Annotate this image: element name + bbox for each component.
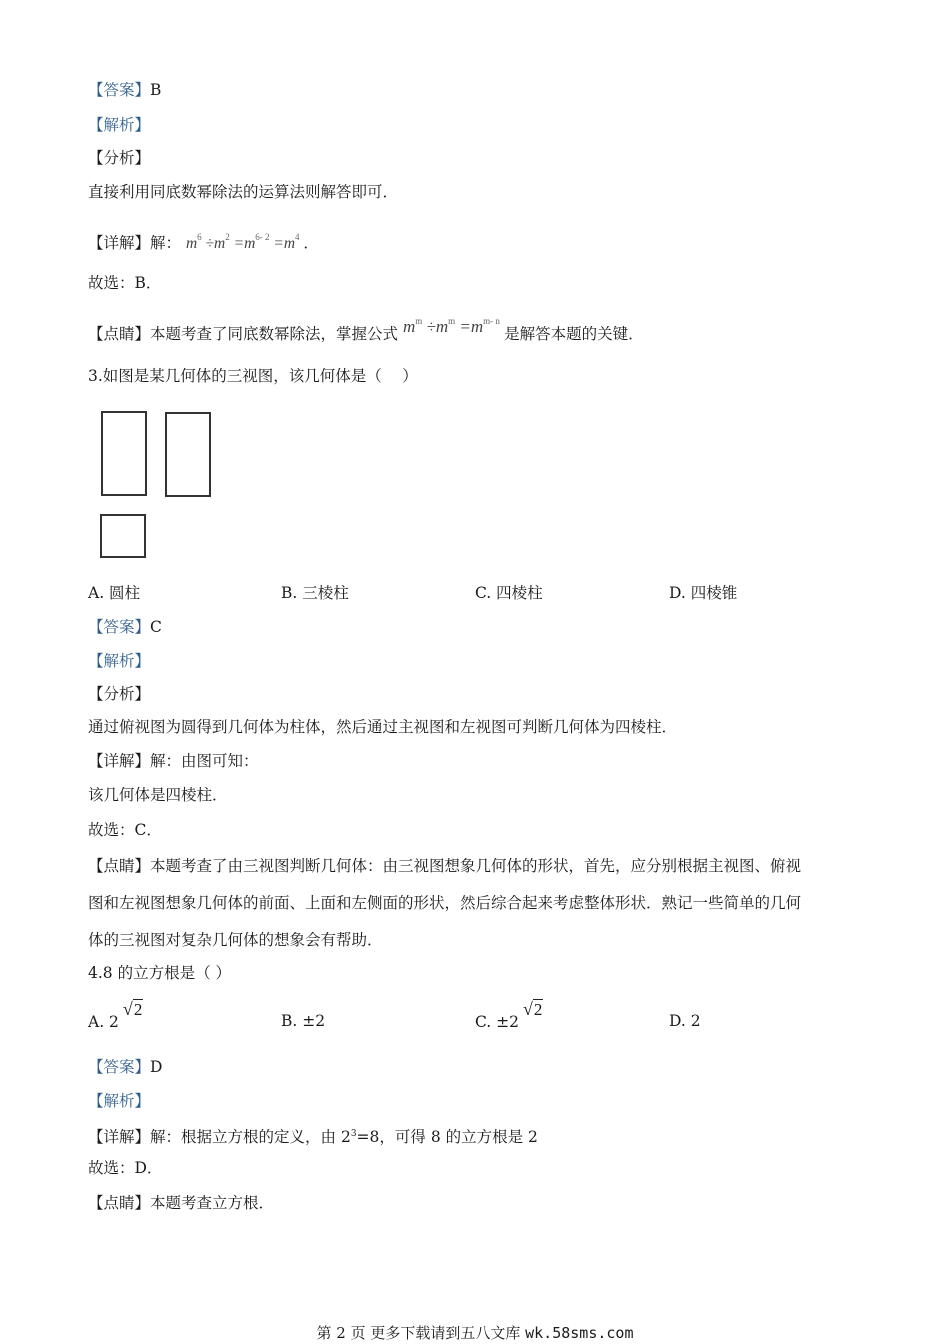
choice-q2: 故选：B． — [88, 274, 162, 292]
page-footer — [0, 1322, 950, 1343]
answer-label: 【答案】 — [88, 1058, 151, 1076]
q4-option-a: A. 2√2 — [88, 999, 143, 1031]
comment-tail: 是解答本题的关键． — [504, 325, 644, 343]
side-view-rect — [165, 412, 211, 497]
fenxi-text-q2: 直接利用同底数幂除法的运算法则解答即可． — [88, 183, 399, 201]
comment-line3-q3: 体的三视图对复杂几何体的想象会有帮助． — [88, 931, 383, 949]
q4-option-d: D. 2 — [669, 1012, 701, 1030]
q4-option-b: B. ±2 — [281, 1012, 326, 1030]
q3-option-a: A. 圆柱 — [88, 584, 141, 602]
answer-value: C — [150, 618, 162, 636]
sqrt-symbol: √2 — [122, 999, 143, 1019]
question-4: 4.8 的立方根是（ ） — [88, 964, 232, 982]
detail-line-q2: 【详解】解： $m^6 \div m^2 =m^{6- 2} =m^4$ ． — [88, 232, 319, 252]
sqrt-symbol: √2 — [523, 999, 543, 1019]
answer-label: 【答案】 — [88, 618, 151, 636]
q3-option-c: C. 四棱柱 — [475, 584, 543, 602]
answer-label: 【答案】 — [88, 81, 151, 99]
answer-line-q3 — [88, 617, 162, 637]
comment-text: 本题考查了同底数幂除法，掌握公式 — [150, 325, 399, 343]
comment-label: 【点睛】 — [88, 857, 151, 875]
detail-line-q4: 【详解】解：根据立方根的定义，由 $2^3=8$，可得 8 的立方根是 2 — [88, 1128, 538, 1147]
fenxi-text-q3: 通过俯视图为圆得到几何体为柱体，然后通过主视图和左视图可判断几何体为四棱柱． — [88, 718, 678, 736]
analysis-label-q2: 【解析】 — [88, 116, 151, 134]
detail-text2-q3: 该几何体是四棱柱． — [88, 786, 228, 804]
footer-url[interactable]: wk.58sms.com — [525, 1324, 634, 1342]
analysis-label-q3: 【解析】 — [88, 652, 151, 670]
fenxi-label-q2: 【分析】 — [88, 149, 151, 167]
top-view-rect — [100, 514, 146, 558]
answer-value: B — [150, 81, 162, 99]
comment-text: 本题考查立方根． — [150, 1194, 275, 1212]
comment-line1-q3 — [88, 856, 801, 876]
q3-option-d: D. 四棱锥 — [669, 584, 738, 602]
answer-line-q4 — [88, 1057, 162, 1077]
comment-line2-q3: 图和左视图想象几何体的前面、上面和左侧面的形状，然后综合起来考虑整体形状．熟记一些简单的几何 — [88, 894, 802, 912]
comment-line-q2 — [88, 318, 644, 344]
q4-option-c: C. ±2√2 — [475, 999, 543, 1031]
detail-label: 【详解】 — [88, 752, 151, 770]
comment-text-1: 本题考查了由三视图判断几何体：由三视图想象几何体的形状，首先，应分别根据主视图、俯视 — [150, 857, 802, 875]
q3-option-b: B. 三棱柱 — [281, 584, 349, 602]
front-view-rect — [101, 411, 147, 496]
choice-q3: 故选：C． — [88, 821, 162, 839]
comment-label: 【点睛】 — [88, 325, 151, 343]
answer-value: D — [150, 1058, 163, 1076]
comment-formula: $m^m \div m^m =m^{m- n}$ — [402, 316, 500, 336]
choice-q4: 故选：D． — [88, 1159, 163, 1177]
answer-line-q2 — [88, 80, 161, 100]
detail-formula: $m^6 \div m^2 =m^{6- 2} =m^4$ — [185, 232, 300, 252]
question-3: 3.如图是某几何体的三视图，该几何体是（ ） — [88, 367, 418, 385]
detail-label: 【详解】 — [88, 1128, 151, 1147]
detail-label: 【详解】解： — [88, 234, 182, 252]
comment-line-q4 — [88, 1193, 274, 1213]
comment-label: 【点睛】 — [88, 1194, 151, 1212]
footer-text: 第 2 页 更多下载请到五八文库 — [316, 1324, 526, 1342]
detail-line-q3 — [88, 751, 259, 771]
analysis-label-q4: 【解析】 — [88, 1092, 151, 1110]
detail-text: 解：由图可知： — [150, 752, 259, 770]
fenxi-label-q3: 【分析】 — [88, 685, 151, 703]
